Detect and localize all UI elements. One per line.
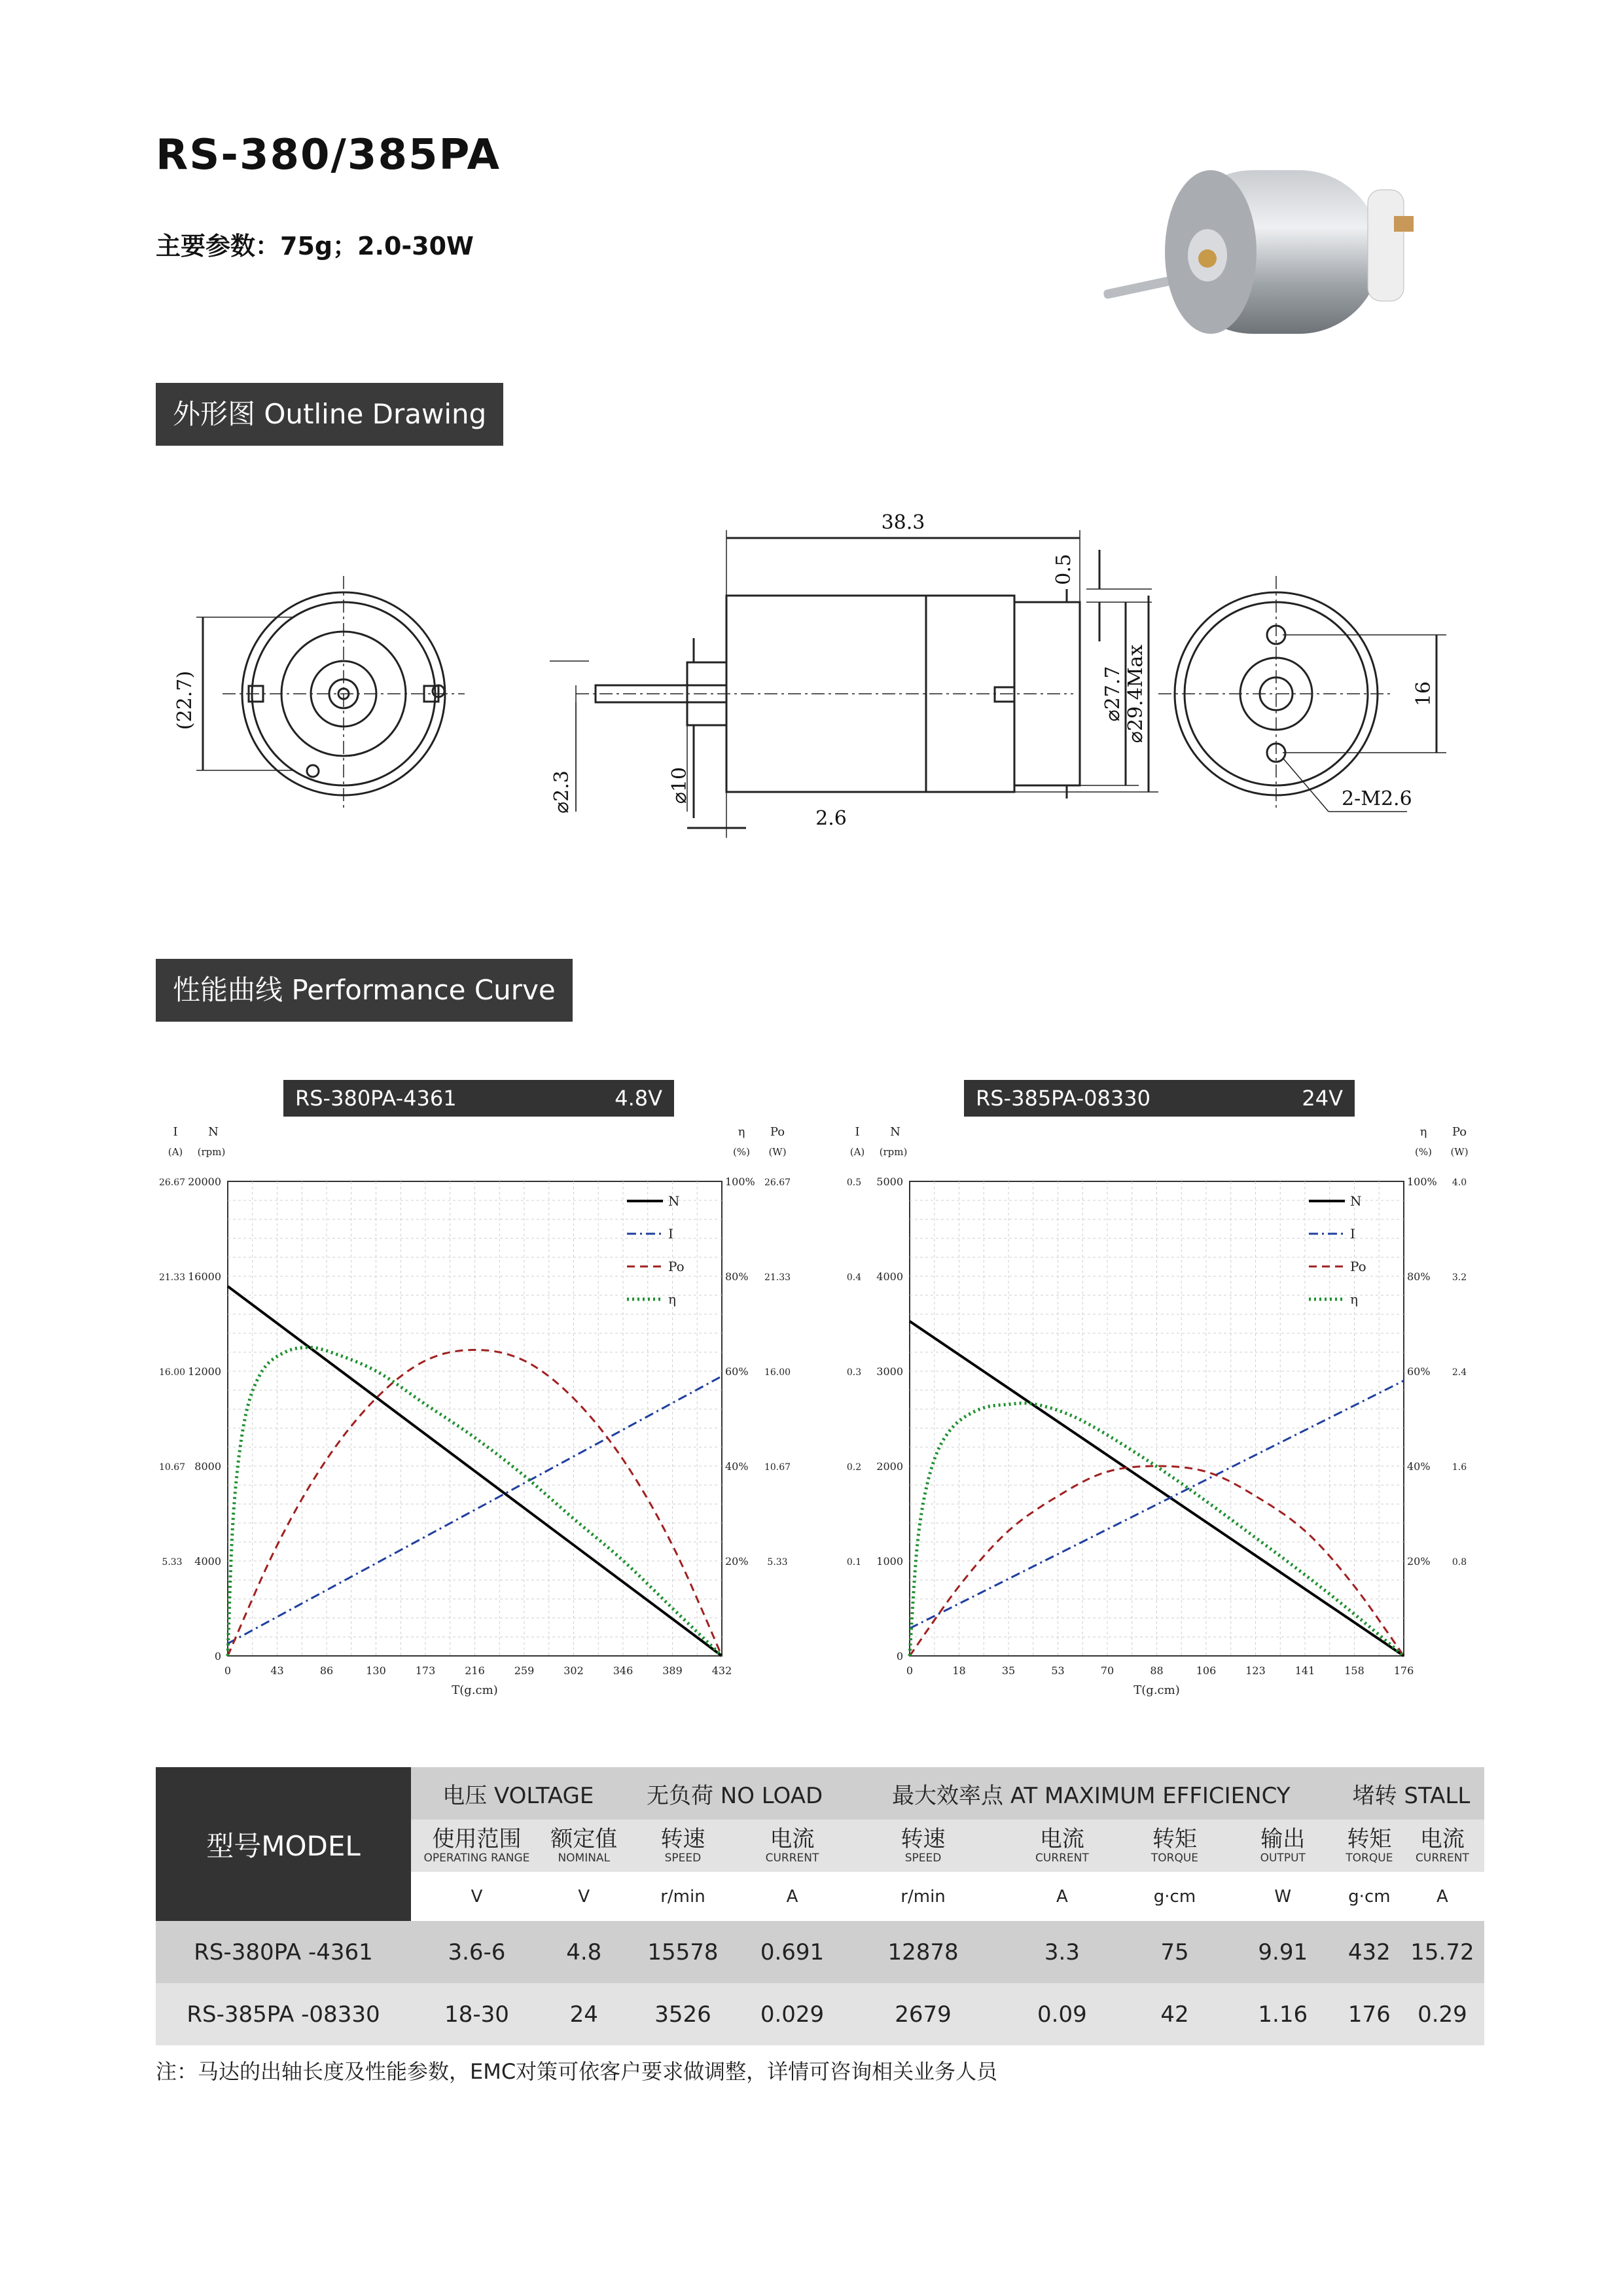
column-header bbox=[411, 1820, 543, 1872]
tick-label-x: 176 bbox=[1393, 1664, 1414, 1677]
table-cell: 3526 bbox=[626, 1983, 741, 2045]
tick-label-po: 0.8 bbox=[1452, 1557, 1467, 1568]
table-cell: 2679 bbox=[844, 1983, 1003, 2045]
column-header bbox=[1400, 1820, 1484, 1872]
legend-entry: η bbox=[1350, 1291, 1358, 1307]
column-header-en: TORQUE bbox=[1150, 1852, 1199, 1865]
column-header-cn: 输出 bbox=[1260, 1826, 1306, 1852]
axis-unit-eta: (%) bbox=[733, 1146, 750, 1158]
product-subtitle: 主要参数：75g；2.0-30W bbox=[156, 232, 474, 260]
tick-label-eta: 40% bbox=[725, 1460, 749, 1473]
axis-label-i: I bbox=[855, 1125, 860, 1139]
column-header-en: OUTPUT bbox=[1260, 1852, 1306, 1865]
table-cell: 15.72 bbox=[1400, 1921, 1484, 1983]
tick-label-eta: 20% bbox=[725, 1555, 749, 1568]
legend-entry: I bbox=[668, 1226, 673, 1242]
tick-label-x: 123 bbox=[1245, 1664, 1266, 1677]
column-unit: W bbox=[1228, 1872, 1338, 1921]
dim-body-dia: ⌀27.7 bbox=[1101, 666, 1124, 722]
tick-label-n: 0 bbox=[896, 1650, 903, 1662]
axis-label-po: Po bbox=[770, 1125, 785, 1139]
column-header-en: CURRENT bbox=[765, 1852, 819, 1865]
axis-label-eta: η bbox=[1419, 1125, 1427, 1139]
tick-label-x: 53 bbox=[1051, 1664, 1065, 1677]
tick-label-eta: 80% bbox=[1407, 1270, 1431, 1283]
tick-label-n: 16000 bbox=[188, 1270, 221, 1283]
tick-label-po: 1.6 bbox=[1452, 1462, 1467, 1473]
column-header bbox=[740, 1820, 844, 1872]
column-unit: g·cm bbox=[1338, 1872, 1400, 1921]
axis-unit-po: (W) bbox=[768, 1146, 787, 1158]
tick-label-x: 88 bbox=[1150, 1664, 1164, 1677]
tick-label-i: 10.67 bbox=[158, 1462, 186, 1473]
table-row bbox=[156, 1921, 1484, 1983]
table-cell: 176 bbox=[1338, 1983, 1400, 2045]
tick-label-x: 346 bbox=[613, 1664, 633, 1677]
table-cell: 0.09 bbox=[1002, 1983, 1122, 2045]
group-no-load: 无负荷 NO LOAD bbox=[626, 1767, 844, 1820]
footnote: 注：马达的出轴长度及性能参数，EMC对策可依客户要求做调整，详情可咨询相关业务人员 bbox=[156, 2059, 998, 2084]
column-header bbox=[1338, 1820, 1400, 1872]
axis-unit-i: (A) bbox=[168, 1146, 183, 1158]
table-cell: 3.6-6 bbox=[411, 1921, 543, 1983]
table-cell: 0.691 bbox=[740, 1921, 844, 1983]
tick-label-po: 3.2 bbox=[1452, 1272, 1467, 1283]
axis-label-n: N bbox=[890, 1125, 901, 1139]
tick-label-i: 26.67 bbox=[158, 1177, 186, 1188]
motor-image bbox=[1086, 151, 1479, 367]
column-header-cn: 额定值 bbox=[550, 1826, 618, 1852]
column-header-en: TORQUE bbox=[1346, 1852, 1393, 1865]
column-header-cn: 电流 bbox=[1039, 1826, 1084, 1852]
axis-unit-n: (rpm) bbox=[197, 1146, 226, 1158]
tick-label-x: 141 bbox=[1294, 1664, 1315, 1677]
section-performance-curve: 性能曲线 Performance Curve bbox=[156, 959, 573, 1022]
tick-label-po: 4.0 bbox=[1452, 1177, 1467, 1188]
dim-shaft-dia: ⌀2.3 bbox=[550, 770, 573, 814]
table-cell: 3.3 bbox=[1002, 1921, 1122, 1983]
tick-label-po: 5.33 bbox=[767, 1557, 788, 1568]
tick-label-i: 16.00 bbox=[158, 1367, 186, 1378]
section-outline-drawing: 外形图 Outline Drawing bbox=[156, 383, 503, 446]
tick-label-x: 43 bbox=[270, 1664, 284, 1677]
axis-unit-n: (rpm) bbox=[879, 1146, 908, 1158]
column-header-cn: 电流 bbox=[1419, 1826, 1465, 1852]
table-cell: 12878 bbox=[844, 1921, 1003, 1983]
axis-label-eta: η bbox=[738, 1125, 745, 1139]
table-cell: 24 bbox=[543, 1983, 626, 2045]
column-unit: A bbox=[1400, 1872, 1484, 1921]
tick-label-x: 0 bbox=[906, 1664, 914, 1677]
column-header-en: SPEED bbox=[664, 1852, 702, 1865]
chart-2 bbox=[838, 1119, 1492, 1708]
table-cell: 4.8 bbox=[543, 1921, 626, 1983]
column-unit: r/min bbox=[626, 1872, 741, 1921]
column-header-cn: 电流 bbox=[770, 1826, 815, 1852]
tick-label-x: 158 bbox=[1344, 1664, 1364, 1677]
column-header-en: CURRENT bbox=[1416, 1852, 1469, 1865]
tick-label-eta: 20% bbox=[1407, 1555, 1431, 1568]
chart-2-header bbox=[964, 1080, 1355, 1117]
outline-drawing bbox=[157, 497, 1466, 864]
axis-label-i: I bbox=[173, 1125, 178, 1139]
axis-label-po: Po bbox=[1452, 1125, 1467, 1139]
axis-unit-po: (W) bbox=[1450, 1146, 1469, 1158]
tick-label-eta: 60% bbox=[1407, 1365, 1431, 1378]
dim-screws: 2-M2.6 bbox=[1342, 787, 1412, 810]
group-max-efficiency: 最大效率点 AT MAXIMUM EFFICIENCY bbox=[844, 1767, 1338, 1820]
tick-label-n: 20000 bbox=[188, 1175, 221, 1188]
table-cell: 0.29 bbox=[1400, 1983, 1484, 2045]
tick-label-x: 130 bbox=[366, 1664, 386, 1677]
legend-entry: Po bbox=[1350, 1259, 1366, 1274]
table-cell: 75 bbox=[1122, 1921, 1227, 1983]
tick-label-eta: 100% bbox=[1407, 1175, 1437, 1188]
legend-entry: η bbox=[668, 1291, 676, 1307]
tick-label-x: 0 bbox=[224, 1664, 232, 1677]
tick-label-x: 432 bbox=[711, 1664, 732, 1677]
tick-label-i: 21.33 bbox=[158, 1272, 186, 1283]
tick-label-i: 5.33 bbox=[162, 1557, 183, 1568]
column-header bbox=[1002, 1820, 1122, 1872]
x-axis-title: T(g.cm) bbox=[1133, 1683, 1180, 1697]
tick-label-x: 173 bbox=[415, 1664, 436, 1677]
table-cell: 18-30 bbox=[411, 1983, 543, 2045]
column-header bbox=[1122, 1820, 1227, 1872]
group-voltage: 电压 VOLTAGE bbox=[411, 1767, 626, 1820]
dim-boss-dia: ⌀10 bbox=[668, 766, 691, 804]
column-unit: g·cm bbox=[1122, 1872, 1227, 1921]
tick-label-eta: 40% bbox=[1407, 1460, 1431, 1473]
column-header bbox=[1228, 1820, 1338, 1872]
product-title: RS-380/385PA bbox=[156, 131, 501, 179]
column-header-en: OPERATING RANGE bbox=[423, 1852, 530, 1865]
column-header-en: NOMINAL bbox=[558, 1852, 611, 1865]
tick-label-x: 389 bbox=[662, 1664, 683, 1677]
table-cell: 15578 bbox=[626, 1921, 741, 1983]
chart-1-header bbox=[283, 1080, 674, 1117]
tick-label-i: 0.1 bbox=[846, 1557, 862, 1568]
chart-1-title: RS-380PA-4361 bbox=[295, 1086, 457, 1111]
chart-2-voltage: 24V bbox=[1302, 1086, 1343, 1111]
dim-boss-len: 2.6 bbox=[815, 807, 847, 830]
tick-label-x: 18 bbox=[952, 1664, 966, 1677]
table-cell: 1.16 bbox=[1228, 1983, 1338, 2045]
tick-label-n: 0 bbox=[214, 1650, 221, 1662]
model-header: 型号MODEL bbox=[156, 1767, 411, 1921]
legend-entry: N bbox=[668, 1193, 680, 1209]
tick-label-po: 16.00 bbox=[764, 1367, 791, 1378]
column-header-cn: 转速 bbox=[901, 1826, 946, 1852]
column-header bbox=[543, 1820, 626, 1872]
tick-label-i: 0.3 bbox=[846, 1367, 862, 1378]
tick-label-n: 8000 bbox=[194, 1460, 221, 1473]
tick-label-x: 35 bbox=[1001, 1664, 1016, 1677]
column-unit: A bbox=[1002, 1872, 1122, 1921]
table-row bbox=[156, 1983, 1484, 2045]
tick-label-x: 86 bbox=[319, 1664, 334, 1677]
tick-label-x: 259 bbox=[514, 1664, 535, 1677]
column-unit: r/min bbox=[844, 1872, 1003, 1921]
tick-label-n: 5000 bbox=[876, 1175, 903, 1188]
tick-label-i: 0.4 bbox=[846, 1272, 862, 1283]
tick-label-po: 2.4 bbox=[1452, 1367, 1467, 1378]
tick-label-n: 12000 bbox=[188, 1365, 221, 1378]
table-cell: 42 bbox=[1122, 1983, 1227, 2045]
column-header-en: CURRENT bbox=[1035, 1852, 1089, 1865]
tick-label-po: 10.67 bbox=[764, 1462, 791, 1473]
column-header-cn: 转矩 bbox=[1152, 1826, 1197, 1852]
column-unit: V bbox=[543, 1872, 626, 1921]
tick-label-po: 21.33 bbox=[764, 1272, 791, 1283]
tick-label-n: 2000 bbox=[876, 1460, 903, 1473]
tick-label-n: 4000 bbox=[194, 1555, 221, 1568]
legend-entry: Po bbox=[668, 1259, 685, 1274]
column-header-cn: 使用范围 bbox=[432, 1826, 522, 1852]
tick-label-x: 302 bbox=[563, 1664, 584, 1677]
x-axis-title: T(g.cm) bbox=[452, 1683, 498, 1697]
dim-terminal: 0.5 bbox=[1052, 554, 1075, 585]
table-cell: 0.029 bbox=[740, 1983, 844, 2045]
model-cell: RS-385PA -08330 bbox=[156, 1983, 411, 2045]
dim-max-dia: ⌀29.4Max bbox=[1124, 644, 1147, 744]
column-header-en: SPEED bbox=[904, 1852, 942, 1865]
column-header bbox=[844, 1820, 1003, 1872]
column-unit: A bbox=[740, 1872, 844, 1921]
column-header-cn: 转矩 bbox=[1347, 1826, 1392, 1852]
chart-2-title: RS-385PA-08330 bbox=[976, 1086, 1150, 1111]
chart-1 bbox=[156, 1119, 810, 1708]
group-stall: 堵转 STALL bbox=[1338, 1767, 1484, 1820]
dim-hole-spacing: 16 bbox=[1412, 681, 1435, 707]
axis-unit-i: (A) bbox=[849, 1146, 865, 1158]
model-cell: RS-380PA -4361 bbox=[156, 1921, 411, 1983]
tick-label-x: 106 bbox=[1196, 1664, 1217, 1677]
tick-label-n: 3000 bbox=[876, 1365, 903, 1378]
tick-label-po: 26.67 bbox=[764, 1177, 791, 1188]
axis-label-n: N bbox=[208, 1125, 219, 1139]
tick-label-x: 216 bbox=[465, 1664, 485, 1677]
axis-unit-eta: (%) bbox=[1415, 1146, 1432, 1158]
legend-entry: N bbox=[1350, 1193, 1362, 1209]
tick-label-i: 0.5 bbox=[846, 1177, 862, 1188]
column-unit: V bbox=[411, 1872, 543, 1921]
table-cell: 432 bbox=[1338, 1921, 1400, 1983]
dim-front-height: (22.7) bbox=[173, 670, 196, 730]
tick-label-i: 0.2 bbox=[846, 1462, 862, 1473]
legend-entry: I bbox=[1350, 1226, 1355, 1242]
tick-label-x: 70 bbox=[1100, 1664, 1115, 1677]
tick-label-n: 4000 bbox=[876, 1270, 903, 1283]
column-header bbox=[626, 1820, 741, 1872]
tick-label-eta: 80% bbox=[725, 1270, 749, 1283]
tick-label-eta: 60% bbox=[725, 1365, 749, 1378]
column-header-cn: 转速 bbox=[660, 1826, 705, 1852]
dim-length: 38.3 bbox=[881, 511, 925, 534]
tick-label-eta: 100% bbox=[725, 1175, 755, 1188]
spec-table bbox=[156, 1767, 1484, 2045]
chart-1-voltage: 4.8V bbox=[615, 1086, 662, 1111]
table-cell: 9.91 bbox=[1228, 1921, 1338, 1983]
tick-label-n: 1000 bbox=[876, 1555, 903, 1568]
